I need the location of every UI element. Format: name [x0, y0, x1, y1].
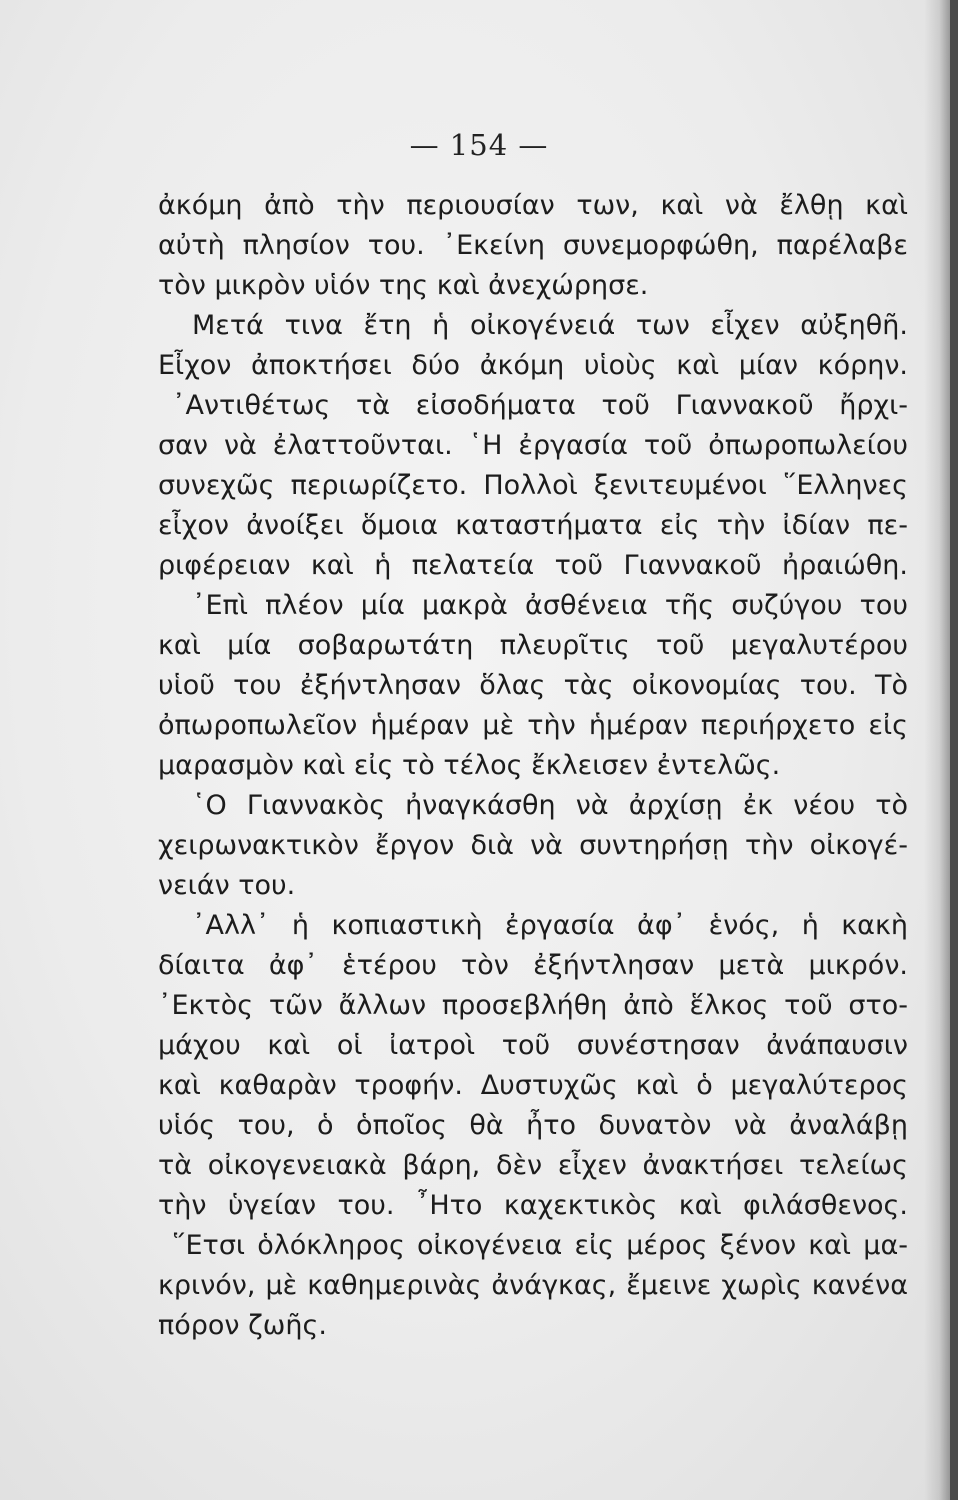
text-line: πόρον ζωῆς.: [158, 1310, 327, 1341]
text-line: ᾿Αντιθέτως τὰ εἰσοδήματα τοῦ Γιαννακοῦ ἤρχι-: [172, 390, 908, 421]
text-line: υἱοῦ του ἐξήντλησαν ὅλας τὰς οἰκονομίας του. Τὸ: [158, 670, 908, 701]
text-line: ῞Ετσι ὁλόκληρος οἰκογένεια εἰς μέρος ξένον καὶ μα-: [172, 1230, 908, 1261]
text-line: μαρασμὸν καὶ εἰς τὸ τέλος ἔκλεισεν ἐντελῶς.: [158, 750, 781, 781]
text-line: Εἶχον ἀποκτήσει δύο ἀκόμη υἱοὺς καὶ μίαν κόρην.: [158, 350, 908, 381]
text-line: καὶ μία σοβαρωτάτη πλευρῖτις τοῦ μεγαλυτέρου: [158, 630, 908, 661]
text-line: δίαιτα ἀφ᾿ ἑτέρου τὸν ἐξήντλησαν μετὰ μικρόν.: [158, 950, 908, 981]
text-line: ᾿Εκτὸς τῶν ἄλλων προσεβλήθη ἀπὸ ἕλκος τοῦ στο-: [158, 990, 908, 1021]
text-line: τὸν μικρὸν υἱόν της καὶ ἀνεχώρησε.: [158, 270, 649, 301]
text-line: υἱός του, ὁ ὁποῖος θὰ ἦτο δυνατὸν νὰ ἀναλάβῃ: [158, 1110, 908, 1141]
text-line: ἀκόμη ἀπὸ τὴν περιουσίαν των, καὶ νὰ ἔλθῃ καὶ: [158, 190, 908, 221]
text-line: ᾿Αλλ᾿ ἡ κοπιαστικὴ ἐργασία ἀφ᾿ ἑνός, ἡ κακὴ: [192, 910, 908, 941]
text-line: τὰ οἰκογενειακὰ βάρη, δὲν εἶχεν ἀνακτήσει τελείως: [158, 1150, 908, 1181]
text-line: ὀπωροπωλεῖον ἡμέραν μὲ τὴν ἡμέραν περιήρχετο εἰς: [158, 710, 908, 741]
text-line: μάχου καὶ οἱ ἰατροὶ τοῦ συνέστησαν ἀνάπαυσιν: [158, 1030, 908, 1061]
text-line: σαν νὰ ἐλαττοῦνται. ῾Η ἐργασία τοῦ ὀπωροπωλείου: [158, 430, 908, 461]
text-line: ριφέρειαν καὶ ἡ πελατεία τοῦ Γιαννακοῦ ἠραιώθη.: [158, 550, 908, 581]
text-line: καὶ καθαρὰν τροφήν. Δυστυχῶς καὶ ὁ μεγαλύτερος: [158, 1070, 908, 1101]
text-line: χειρωνακτικὸν ἔργον διὰ νὰ συντηρήσῃ τὴν οἰκογέ-: [158, 830, 908, 861]
page-number: — 154 —: [409, 128, 549, 162]
text-line: νειάν του.: [158, 870, 296, 901]
text-line: αὐτὴ πλησίον του. ᾿Εκείνη συνεμορφώθη, παρέλαβε: [158, 230, 908, 261]
text-line: κρινόν, μὲ καθημερινὰς ἀνάγκας, ἔμεινε χωρὶς κανένα: [158, 1270, 908, 1301]
text-line: Μετά τινα ἔτη ἡ οἰκογένειά των εἶχεν αὐξηθῆ.: [192, 310, 908, 341]
text-line: εἶχον ἀνοίξει ὅμοια καταστήματα εἰς τὴν ἰδίαν πε-: [158, 510, 908, 541]
page-edge: [950, 0, 958, 1500]
text-line: ᾿Επὶ πλέον μία μακρὰ ἀσθένεια τῆς συζύγου του: [192, 590, 908, 621]
text-line: τὴν ὑγείαν του. ῏Ητο καχεκτικὸς καὶ φιλάσθενος.: [158, 1190, 908, 1221]
text-line: συνεχῶς περιωρίζετο. Πολλοὶ ξενιτευμένοι ῞Ελληνες: [158, 470, 908, 501]
body-text: [158, 186, 908, 1346]
text-line: ῾Ο Γιαννακὸς ἠναγκάσθη νὰ ἀρχίσῃ ἐκ νέου τὸ: [192, 790, 908, 821]
